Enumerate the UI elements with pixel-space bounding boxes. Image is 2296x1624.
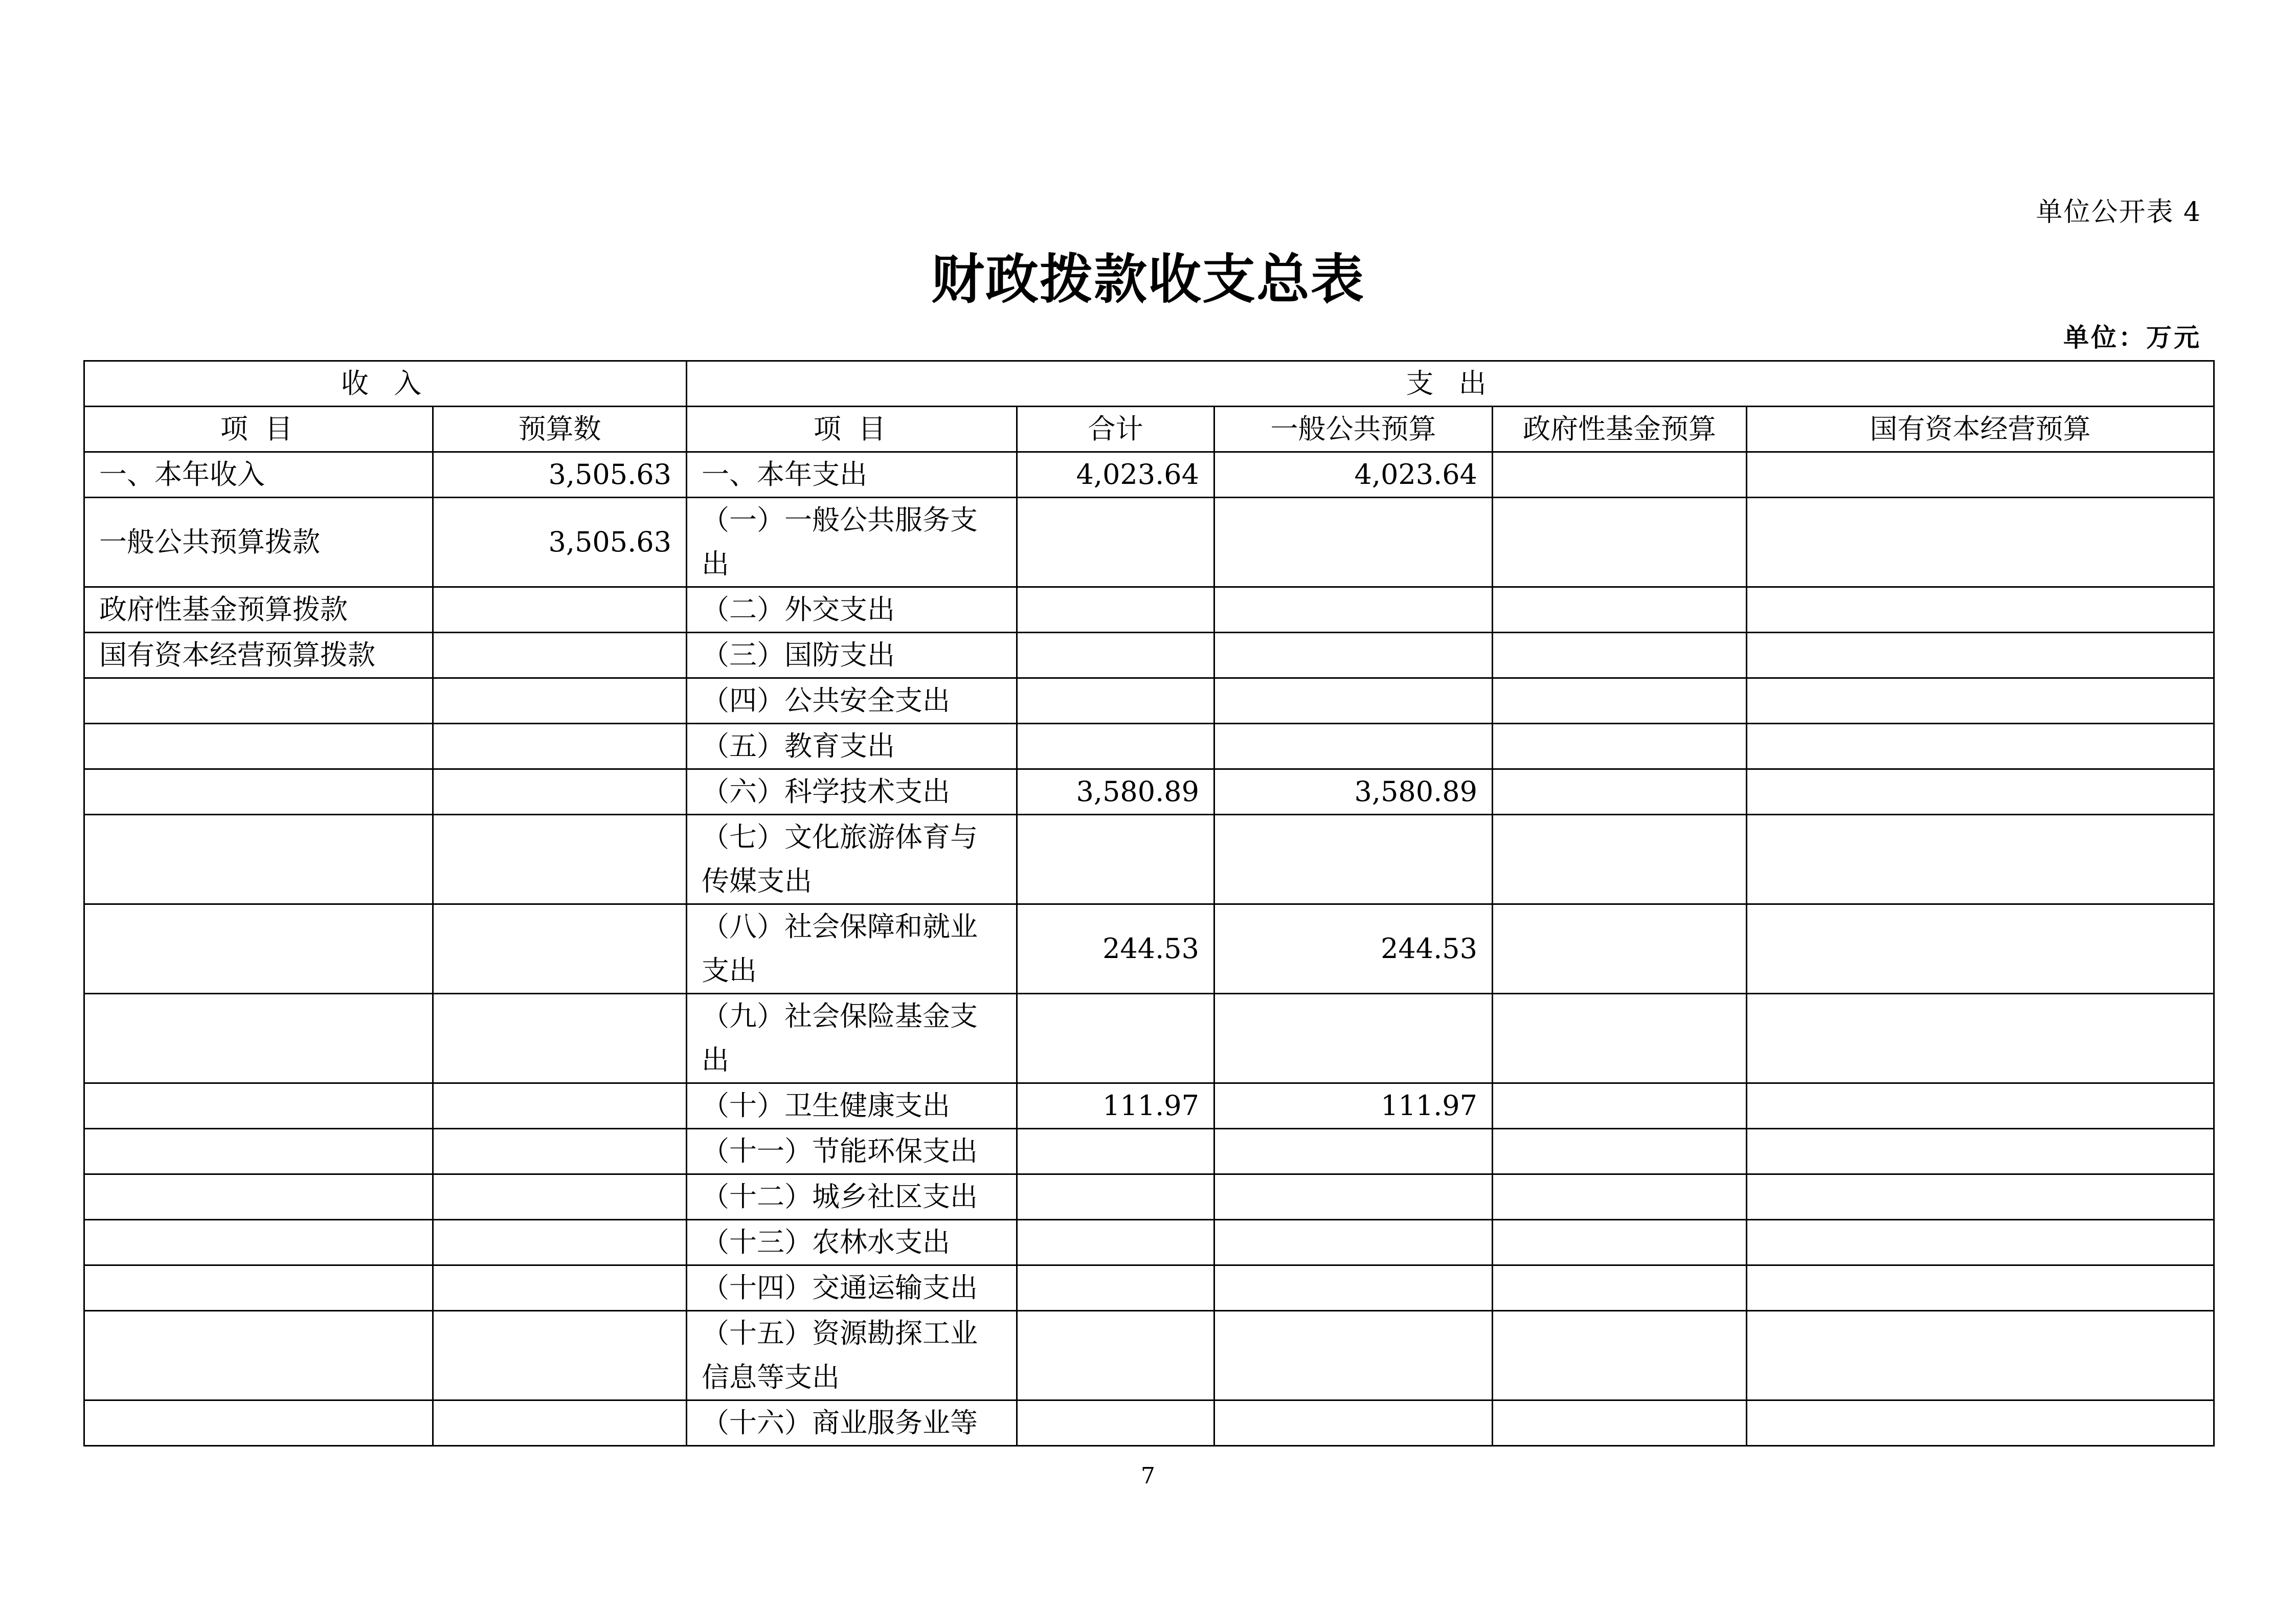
gov-fund-cell — [1493, 1129, 1747, 1174]
total-cell — [1017, 678, 1214, 724]
state-capital-cell — [1747, 1083, 2214, 1129]
total-cell — [1017, 498, 1214, 587]
income-item-cell: 政府性基金预算拨款 — [84, 587, 433, 633]
table-row — [84, 1265, 2214, 1311]
gov-fund-cell — [1493, 1174, 1747, 1220]
income-item-cell — [84, 769, 433, 815]
income-budget-cell — [433, 815, 687, 904]
gov-fund-cell — [1493, 815, 1747, 904]
gov-fund-cell — [1493, 498, 1747, 587]
expense-item-cell: （十三）农林水支出 — [687, 1220, 1017, 1265]
page-number: 7 — [1141, 1463, 1155, 1489]
state-capital-cell — [1747, 904, 2214, 994]
table-row — [84, 633, 2214, 678]
expense-item-cell: （五）教育支出 — [687, 724, 1017, 769]
general-budget-cell — [1214, 1174, 1493, 1220]
state-capital-cell — [1747, 769, 2214, 815]
income-budget-cell — [433, 1083, 687, 1129]
general-budget-cell — [1214, 1129, 1493, 1174]
gov-fund-cell — [1493, 633, 1747, 678]
general-budget-cell — [1214, 678, 1493, 724]
general-budget-cell: 244.53 — [1214, 904, 1493, 994]
income-item-cell — [84, 1400, 433, 1446]
table-row — [84, 1083, 2214, 1129]
total-cell — [1017, 1311, 1214, 1400]
expense-item-cell: （十五）资源勘探工业信息等支出 — [687, 1311, 1017, 1400]
expense-item-cell: （四）公共安全支出 — [687, 678, 1017, 724]
total-cell — [1017, 815, 1214, 904]
table-body — [84, 452, 2214, 1446]
income-item-header: 项 目 — [84, 407, 433, 452]
total-cell — [1017, 1220, 1214, 1265]
income-budget-cell — [433, 724, 687, 769]
table-row — [84, 1311, 2214, 1400]
income-budget-cell — [433, 1311, 687, 1400]
expense-item-cell: （六）科学技术支出 — [687, 769, 1017, 815]
table-row — [84, 994, 2214, 1083]
income-budget-cell — [433, 1129, 687, 1174]
income-item-cell — [84, 1174, 433, 1220]
income-item-cell — [84, 678, 433, 724]
general-budget-cell: 111.97 — [1214, 1083, 1493, 1129]
state-capital-cell — [1747, 1174, 2214, 1220]
expense-item-cell: （三）国防支出 — [687, 633, 1017, 678]
total-cell — [1017, 1400, 1214, 1446]
state-capital-cell — [1747, 1311, 2214, 1400]
state-capital-cell — [1747, 1129, 2214, 1174]
table-row — [84, 1174, 2214, 1220]
income-budget-cell — [433, 904, 687, 994]
state-capital-cell — [1747, 587, 2214, 633]
expense-item-cell: （九）社会保险基金支出 — [687, 994, 1017, 1083]
gov-fund-cell — [1493, 1265, 1747, 1311]
gov-fund-cell — [1493, 1400, 1747, 1446]
income-item-cell — [84, 815, 433, 904]
expense-item-cell: （一）一般公共服务支出 — [687, 498, 1017, 587]
income-budget-cell — [433, 1265, 687, 1311]
state-capital-cell — [1747, 724, 2214, 769]
income-item-cell — [84, 904, 433, 994]
income-budget-cell — [433, 1400, 687, 1446]
income-budget-cell: 3,505.63 — [433, 452, 687, 498]
income-item-cell: 一般公共预算拨款 — [84, 498, 433, 587]
income-budget-cell: 3,505.63 — [433, 498, 687, 587]
income-budget-cell — [433, 1174, 687, 1220]
gov-fund-cell — [1493, 769, 1747, 815]
income-item-cell — [84, 1129, 433, 1174]
general-budget-cell: 3,580.89 — [1214, 769, 1493, 815]
gov-fund-cell — [1493, 904, 1747, 994]
total-cell: 3,580.89 — [1017, 769, 1214, 815]
income-item-cell — [84, 1311, 433, 1400]
income-budget-cell — [433, 633, 687, 678]
table-code: 单位公开表 4 — [2036, 197, 2201, 228]
gov-fund-cell — [1493, 1311, 1747, 1400]
expense-group-header: 支 出 — [687, 361, 2214, 407]
general-budget-cell — [1214, 724, 1493, 769]
income-item-cell — [84, 1265, 433, 1311]
income-budget-cell — [433, 994, 687, 1083]
gov-fund-cell — [1493, 678, 1747, 724]
income-budget-cell — [433, 769, 687, 815]
state-capital-budget-header: 国有资本经营预算 — [1747, 407, 2214, 452]
state-capital-cell — [1747, 633, 2214, 678]
general-budget-cell — [1214, 1311, 1493, 1400]
state-capital-cell — [1747, 498, 2214, 587]
gov-fund-cell — [1493, 724, 1747, 769]
state-capital-cell — [1747, 1400, 2214, 1446]
income-budget-cell — [433, 587, 687, 633]
general-budget-cell — [1214, 1400, 1493, 1446]
total-cell — [1017, 1265, 1214, 1311]
gov-fund-cell — [1493, 1083, 1747, 1129]
state-capital-cell — [1747, 815, 2214, 904]
table-row — [84, 1400, 2214, 1446]
table-row — [84, 498, 2214, 587]
income-item-cell — [84, 1220, 433, 1265]
expense-item-cell: （十）卫生健康支出 — [687, 1083, 1017, 1129]
general-budget-cell — [1214, 587, 1493, 633]
total-cell — [1017, 1129, 1214, 1174]
table-row — [84, 815, 2214, 904]
gov-fund-cell — [1493, 452, 1747, 498]
state-capital-cell — [1747, 994, 2214, 1083]
expense-item-cell: 一、本年支出 — [687, 452, 1017, 498]
state-capital-cell — [1747, 678, 2214, 724]
table-row — [84, 587, 2214, 633]
expense-item-cell: （十一）节能环保支出 — [687, 1129, 1017, 1174]
state-capital-cell — [1747, 452, 2214, 498]
total-cell — [1017, 1174, 1214, 1220]
total-cell — [1017, 994, 1214, 1083]
expense-item-header: 项 目 — [687, 407, 1017, 452]
income-budget-header: 预算数 — [433, 407, 687, 452]
total-cell — [1017, 724, 1214, 769]
table-row — [84, 724, 2214, 769]
total-cell: 111.97 — [1017, 1083, 1214, 1129]
expense-item-cell: （十六）商业服务业等 — [687, 1400, 1017, 1446]
column-header-row — [84, 407, 2214, 452]
expense-item-cell: （十二）城乡社区支出 — [687, 1174, 1017, 1220]
total-cell: 244.53 — [1017, 904, 1214, 994]
general-budget-cell — [1214, 633, 1493, 678]
income-group-header: 收 入 — [84, 361, 687, 407]
income-item-cell — [84, 994, 433, 1083]
group-header-row — [84, 361, 2214, 407]
income-item-cell — [84, 724, 433, 769]
gov-fund-cell — [1493, 587, 1747, 633]
page-title: 财政拨款收支总表 — [931, 248, 1365, 310]
gov-fund-cell — [1493, 1220, 1747, 1265]
table-row — [84, 452, 2214, 498]
gov-fund-budget-header: 政府性基金预算 — [1493, 407, 1747, 452]
total-cell: 4,023.64 — [1017, 452, 1214, 498]
general-budget-cell: 4,023.64 — [1214, 452, 1493, 498]
income-item-cell: 一、本年收入 — [84, 452, 433, 498]
income-item-cell — [84, 1083, 433, 1129]
general-budget-header: 一般公共预算 — [1214, 407, 1493, 452]
unit-label: 单位：万元 — [2063, 322, 2201, 352]
table-row — [84, 1129, 2214, 1174]
table-row — [84, 769, 2214, 815]
general-budget-cell — [1214, 498, 1493, 587]
state-capital-cell — [1747, 1220, 2214, 1265]
general-budget-cell — [1214, 815, 1493, 904]
table-row — [84, 678, 2214, 724]
table-row — [84, 904, 2214, 994]
total-cell — [1017, 587, 1214, 633]
table-row — [84, 1220, 2214, 1265]
general-budget-cell — [1214, 1220, 1493, 1265]
gov-fund-cell — [1493, 994, 1747, 1083]
general-budget-cell — [1214, 1265, 1493, 1311]
expense-item-cell: （八）社会保障和就业支出 — [687, 904, 1017, 994]
total-cell — [1017, 633, 1214, 678]
income-item-cell: 国有资本经营预算拨款 — [84, 633, 433, 678]
expense-item-cell: （十四）交通运输支出 — [687, 1265, 1017, 1311]
expense-item-cell: （二）外交支出 — [687, 587, 1017, 633]
expense-item-cell: （七）文化旅游体育与传媒支出 — [687, 815, 1017, 904]
budget-table — [83, 360, 2215, 1447]
general-budget-cell — [1214, 994, 1493, 1083]
total-header: 合计 — [1017, 407, 1214, 452]
state-capital-cell — [1747, 1265, 2214, 1311]
income-budget-cell — [433, 1220, 687, 1265]
income-budget-cell — [433, 678, 687, 724]
